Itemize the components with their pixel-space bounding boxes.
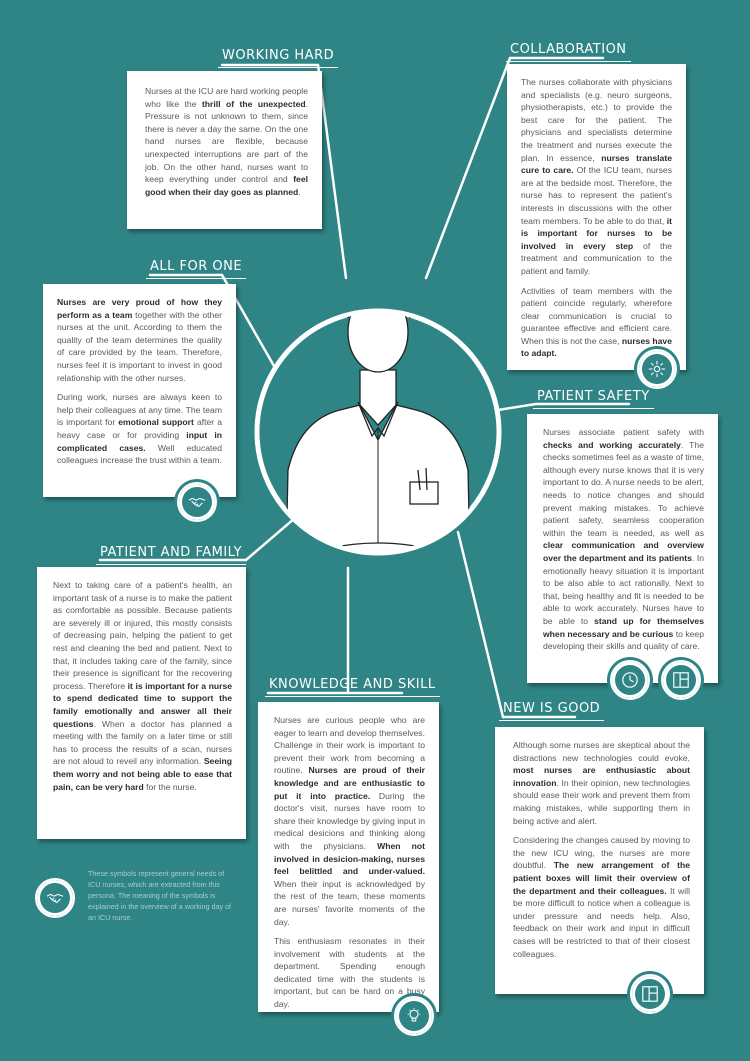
lightbulb-icon: [394, 996, 434, 1036]
collaboration-text-2: Activities of team members with the patient coincide regularly, wherefore clear communication is crucial to guarantee effective and efficient care. When this is not the case, nurses have to adapt.: [521, 285, 672, 359]
all-for-one-text-2: During work, nurses are always keen to help their colleagues at any time. The team is important for emotional support after a heavy case or for providing input in complicated cases. Well educated colleagues increase the trust within a team.: [57, 392, 222, 466]
working-hard-heading: WORKING HARD: [222, 48, 334, 66]
handshake-icon: [35, 878, 75, 918]
working-hard-text: Nurses at the ICU are hard working people who like the thrill of the unexpected. Pressure is not unknown to them, since there is never a day the same. On the one hand nurses are flexible, because unexpected interruptions are part of the job. On the other hand, nurses want to keep everything under control and feel good when their day goes as planned.: [145, 86, 308, 197]
layout-icon: [630, 974, 670, 1014]
new-is-good-heading: NEW IS GOOD: [503, 701, 600, 719]
heading-underline: [96, 564, 246, 566]
knowledge-and-skill-text-2: This enthusiasm resonates in their involvement with students at the department. Spending enough dedicated time with the students is important, but can be hard on a busy day.: [274, 936, 425, 1010]
knowledge-and-skill-heading: KNOWLEDGE AND SKILL: [269, 677, 436, 695]
knowledge-and-skill-card: [258, 702, 439, 1012]
knowledge-and-skill-text-1: Nurses are curious people who are eager to learn and develop themselves. Challenge in their work is important to prevent their work from becoming a routine. Nurses are proud of their knowledge and are enthusiastic to put it into practice. During the doctor's visit, nurses have room to share their knowledge by giving input in medical desicions and thinking along with the physicians. When not involved in desicion-making, nurses feel belittled and under-valued. When their input is acknowledged by the rest of the team, these moments are nurses' favorite moments of the day.: [274, 715, 426, 927]
sun-people-icon: [637, 349, 677, 389]
working-hard-card: [127, 71, 322, 229]
new-is-good-text-1: Although some nurses are skeptical about the distractions new technologies could evoke, most nurses are enthusiastic about innovation. In their opinion, new technologies should ease their work and prevent them from making mistakes, while supporting them in being active and alert.: [513, 740, 690, 826]
collaboration-text-1: The nurses collaborate with physicians and specialists (e.g. neuro surgeons, physiotherapists, etc.) to provide the best care for the patient. The physicians and specialists determine the treatment and nurses execute the plan. In essence, nurses translate cure to care. Of the ICU team, nurses are at the bedside most. Therefore, the nurse has to represent the patient's interests in discussions with the other team members. To be able to do that, it is important for nurses to be involved in every step of the treatment and communication to the patient and family.: [521, 77, 673, 276]
heading-underline: [506, 61, 631, 63]
heading-underline: [218, 67, 338, 69]
all-for-one-heading: ALL FOR ONE: [150, 259, 242, 277]
patient-safety-heading: PATIENT SAFETY: [537, 389, 650, 407]
collaboration-card: [507, 64, 686, 370]
new-is-good-card: [495, 727, 704, 994]
new-is-good-text-2: Considering the changes caused by moving to the new ICU wing, the nurses are more doubtful. The new arrangement of the patient boxes will limit their overview of the department and their colleagues. It will be more difficult to notice when a colleague is under pressure and needs help. Also, feedback on their work and input in difficult cases will be restricted to that of their closest colleagues.: [513, 835, 690, 959]
clock-icon: [610, 660, 650, 700]
patient-safety-text: Nurses associate patient safety with checks and working accurately. The checks sometimes feel as a waste of time, although every nurse knows that it is very important to do. A nurse needs to be alert, needs to notice changes and should prevent making mistakes. To achieve patient safety, seamless cooperation within the team is needed, as well as clear communication and overview over the department and its patients. In emotionally heavy situation it is important to be also able to act rationally. Next to that, being healthy and fit is needed to be able to work accurately. Nurses have to be able to stand up for themselves when necessary and be curious to keep developing their skills and quality of care.: [543, 427, 704, 652]
patient-and-family-text: Next to taking care of a patient's health, an important task of a nurse is to make the patient as comfortable as possible. Because patients are severely ill or injured, this mostly consists of decreasing pain, helping the patient to get rest and cleaning the bed and patient. Next to that, it includes taking care of the family, since their presence is significant for the recovering process. Therefore it is important for a nurse to spend dedicated time to support the family emotionally and answer all their questions. When a doctor has planned a meeting with the family on a later time or still has to process the results of a scan, nurses are not aloud to reveil any information. Seeing them worry and not being able to ease that pain, can be very hard for the nurse.: [53, 580, 232, 792]
heading-underline: [265, 696, 440, 698]
patient-and-family-heading: PATIENT AND FAMILY: [100, 545, 242, 563]
symbols-footnote: These symbols represent general needs of ICU nurses, which are extracted from this persona. The meaning of the symbols is explained in the overview of a working day of an ICU nurse.: [88, 869, 232, 922]
all-for-one-text-1: Nurses are very proud of how they perform as a team together with the other nurses at the unit. According to them the quality of the team determines the quality of care provided by the team. Therefore, nurses feel it is important to invest in good relationship with the other nurses.: [57, 297, 222, 383]
all-for-one-card: [43, 284, 236, 497]
heading-underline: [533, 408, 654, 410]
layout-icon: [661, 660, 701, 700]
collaboration-heading: COLLABORATION: [510, 42, 627, 60]
handshake-icon: [177, 482, 217, 522]
patient-safety-card: [527, 414, 718, 683]
heading-underline: [499, 720, 604, 722]
heading-underline: [146, 278, 246, 280]
patient-and-family-card: [37, 567, 246, 839]
